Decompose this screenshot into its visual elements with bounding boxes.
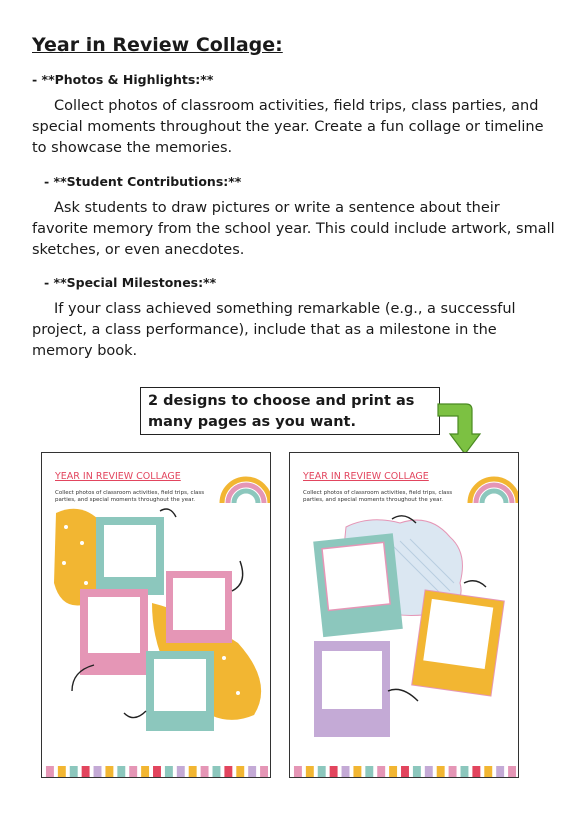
section-label-students: - **Student Contributions:** — [44, 174, 242, 189]
page-title: Year in Review Collage: — [32, 34, 283, 56]
rainbow-icon — [222, 479, 270, 503]
callout-box: 2 designs to choose and print as many pages as you want. — [140, 387, 440, 435]
section-label-milestones: - **Special Milestones:** — [44, 275, 217, 290]
pencil-border-icon — [42, 763, 270, 777]
pencil-border-icon — [290, 763, 518, 777]
section-text-students: Ask students to draw pictures or write a sentence about their favorite memory from the school year. This could include artwork, small sketches, or even anecdotes. — [32, 200, 555, 258]
design-title-1: YEAR IN REVIEW COLLAGE — [55, 471, 181, 482]
section-text-photos: Collect photos of classroom activities, field trips, class parties, and special moments throughout the year. Create a fun collage or timeline to showcase the memories. — [32, 98, 544, 156]
section-text-milestones: If your class achieved something remarkable (e.g., a successful project, a class performance), include that as a milestone in the memory book. — [32, 301, 516, 359]
green-arrow-icon — [436, 400, 486, 458]
design-desc-2: Collect photos of classroom activities, field trips, class parties, and special moments throughout the year. — [303, 490, 453, 503]
section-label-photos: - **Photos & Highlights:** — [32, 72, 214, 87]
design-sheet-2 — [289, 452, 519, 778]
design-sheet-1 — [41, 452, 271, 778]
rainbow-icon — [470, 479, 518, 503]
design-title-2: YEAR IN REVIEW COLLAGE — [303, 471, 429, 482]
design-desc-1: Collect photos of classroom activities, field trips, class parties, and special moments throughout the year. — [55, 490, 205, 503]
